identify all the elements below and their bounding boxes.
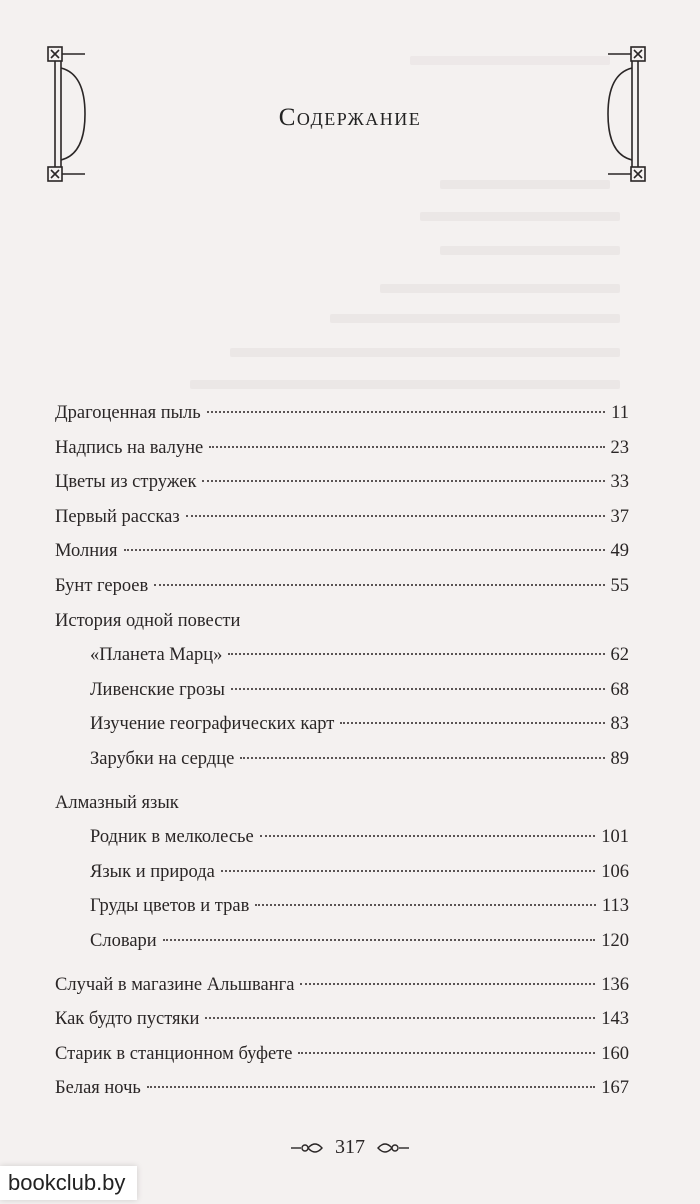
toc-entry xyxy=(55,742,629,777)
toc-section-2-items xyxy=(55,820,629,958)
toc-entry-label: Цветы из стружек xyxy=(55,472,197,493)
toc-entry-label: Словари xyxy=(90,930,157,951)
toc-entry-label: «Планета Марц» xyxy=(90,645,223,666)
toc-entry-label: Зарубки на сердце xyxy=(90,748,235,769)
toc-entry-page: 167 xyxy=(601,1078,629,1099)
dot-leader xyxy=(207,411,605,413)
toc-entry xyxy=(55,855,629,890)
toc-entry-page: 120 xyxy=(601,930,629,951)
page-number: 317 xyxy=(335,1136,365,1158)
toc-entry xyxy=(55,673,629,708)
toc-entry xyxy=(55,707,629,742)
show-through-line xyxy=(230,348,620,357)
toc-entry-page: 68 xyxy=(610,679,629,700)
dot-leader xyxy=(228,653,604,655)
toc-entry-page: 55 xyxy=(610,575,629,596)
table-of-contents xyxy=(55,396,629,1106)
toc-entry xyxy=(55,534,629,569)
toc-entry-label: Первый рассказ xyxy=(55,506,180,527)
toc-entry-page: 101 xyxy=(601,827,629,848)
toc-entry-page: 160 xyxy=(601,1043,629,1064)
toc-entry-page: 33 xyxy=(610,472,629,493)
toc-entry-label: Как будто пустяки xyxy=(55,1009,200,1030)
toc-section-1-items xyxy=(55,638,629,776)
show-through-line xyxy=(420,212,620,221)
dot-leader xyxy=(240,757,604,759)
toc-entry xyxy=(55,924,629,959)
dot-leader xyxy=(221,870,595,872)
toc-entry-page: 143 xyxy=(601,1009,629,1030)
toc-entry-label: Бунт героев xyxy=(55,575,149,596)
toc-entry-page: 11 xyxy=(611,403,629,423)
dot-leader xyxy=(186,515,605,517)
dot-leader xyxy=(154,584,604,586)
show-through-line xyxy=(440,180,610,189)
toc-entry-label: Родник в мелколесье xyxy=(90,827,254,848)
toc-entry xyxy=(55,465,629,500)
flourish-left-icon xyxy=(289,1138,325,1158)
spacer xyxy=(55,777,629,786)
toc-entry-label: Надпись на валуне xyxy=(55,437,204,458)
dot-leader xyxy=(231,688,605,690)
toc-entry-label: Груды цветов и трав xyxy=(90,896,250,917)
toc-entry xyxy=(55,569,629,604)
toc-entry xyxy=(55,431,629,466)
dot-leader xyxy=(260,835,596,837)
toc-entry-label: Белая ночь xyxy=(55,1078,141,1099)
dot-leader xyxy=(124,549,605,551)
toc-entry xyxy=(55,638,629,673)
dot-leader xyxy=(147,1086,595,1088)
toc-entry xyxy=(55,500,629,535)
toc-entry-page: 113 xyxy=(601,896,629,917)
watermark: bookclub.by xyxy=(0,1166,137,1200)
toc-section-title: Алмазный язык xyxy=(55,792,179,813)
toc-entry-label: Молния xyxy=(55,541,118,562)
dot-leader xyxy=(209,446,604,448)
toc-entry-page: 49 xyxy=(610,541,629,562)
show-through-line xyxy=(190,380,620,389)
toc-group-2 xyxy=(55,968,629,1106)
toc-section-title: История одной повести xyxy=(55,610,241,631)
page-footer xyxy=(0,1136,700,1159)
toc-entry-label: Старик в станционном буфете xyxy=(55,1043,293,1064)
toc-entry xyxy=(55,820,629,855)
dot-leader xyxy=(255,904,596,906)
toc-entry xyxy=(55,1071,629,1106)
toc-entry-page: 62 xyxy=(610,645,629,666)
toc-entry xyxy=(55,889,629,924)
dot-leader xyxy=(163,939,596,941)
toc-entry-label: Изучение географических карт xyxy=(90,714,335,735)
show-through-line xyxy=(440,246,620,255)
toc-entry xyxy=(55,1002,629,1037)
toc-entry-page: 83 xyxy=(610,714,629,735)
toc-entry-page: 37 xyxy=(610,506,629,527)
toc-entry-page: 89 xyxy=(610,748,629,769)
spacer xyxy=(55,959,629,968)
toc-entry-page: 23 xyxy=(610,437,629,458)
flourish-right-icon xyxy=(375,1138,411,1158)
dot-leader xyxy=(300,983,595,985)
page-title: Содержание xyxy=(278,104,422,131)
show-through-line xyxy=(380,284,620,293)
toc-entry-label: Драгоценная пыль xyxy=(55,403,201,423)
toc-entry-page: 136 xyxy=(601,974,629,995)
toc-entry xyxy=(55,1037,629,1072)
toc-group-1 xyxy=(55,396,629,604)
dot-leader xyxy=(340,722,604,724)
toc-entry xyxy=(55,968,629,1003)
show-through-line xyxy=(330,314,620,323)
show-through-line xyxy=(410,56,610,65)
toc-entry-label: Язык и природа xyxy=(90,861,215,882)
dot-leader xyxy=(298,1052,595,1054)
dot-leader xyxy=(202,480,604,482)
toc-entry xyxy=(55,396,629,431)
toc-entry-page: 106 xyxy=(601,861,629,882)
toc-entry-label: Случай в магазине Альшванга xyxy=(55,974,295,995)
toc-entry-label: Ливенские грозы xyxy=(90,679,225,700)
dot-leader xyxy=(205,1017,595,1019)
